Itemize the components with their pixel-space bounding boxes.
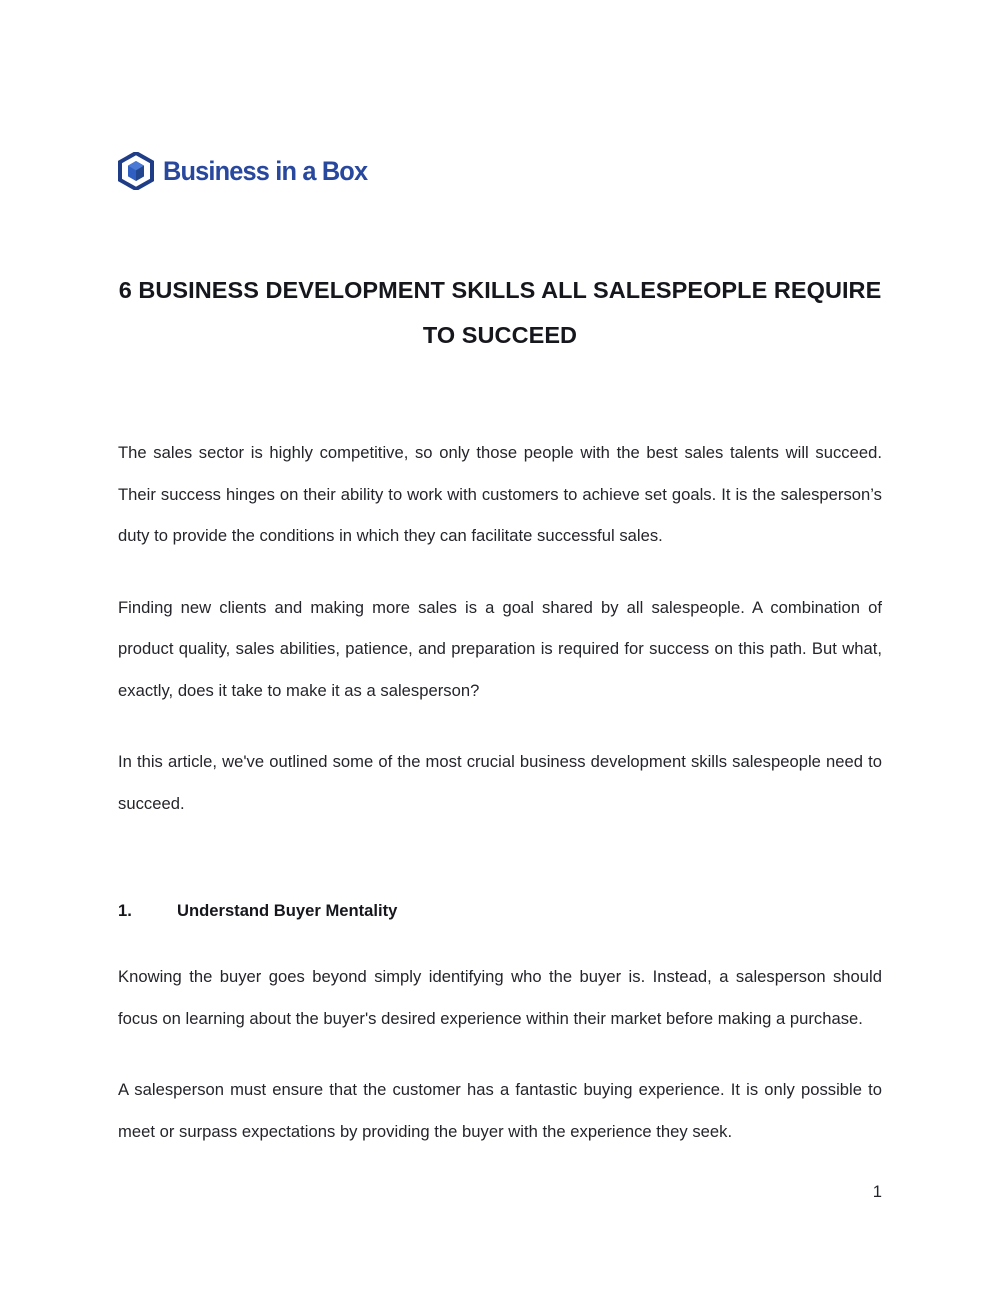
paragraph-2: Finding new clients and making more sales is a goal shared by all salespeople. A combination of product quality, sales abilities, patience, and preparation is required for success on this path. But what, exactly, does it take to make it as a salesperson?	[118, 597, 882, 700]
section-heading-1	[118, 896, 882, 926]
section-spacer	[118, 854, 882, 896]
section-heading-number: 1.	[118, 901, 132, 920]
hexagon-cube-logo-icon	[118, 152, 154, 190]
document-body	[118, 432, 882, 1182]
paragraph-5: A salesperson must ensure that the customer has a fantastic buying experience. It is only possible to meet or surpass expectations by providing the buyer with the experience they seek.	[118, 1080, 882, 1141]
brand-logo	[118, 152, 380, 190]
paragraph-3: In this article, we've outlined some of the most crucial business development skills salespeople need to succeed.	[118, 752, 882, 813]
paragraph-4: Knowing the buyer goes beyond simply identifying who the buyer is. Instead, a salesperson should focus on learning about the buyer's desired experience within their market before making a purchase.	[118, 967, 882, 1028]
brand-wordmark: Business in a Box	[163, 155, 368, 186]
section-heading-text: Understand Buyer Mentality	[177, 901, 398, 920]
page-title: 6 BUSINESS DEVELOPMENT SKILLS ALL SALESPEOPLE REQUIRE TO SUCCEED	[118, 276, 882, 348]
page-number: 1	[872, 1182, 882, 1201]
paragraph-1: The sales sector is highly competitive, so only those people with the best sales talents will succeed. Their success hinges on their ability to work with customers to achieve set goals. It is the salesperson’s duty to provide the conditions in which they can facilitate successful sales.	[118, 443, 882, 545]
